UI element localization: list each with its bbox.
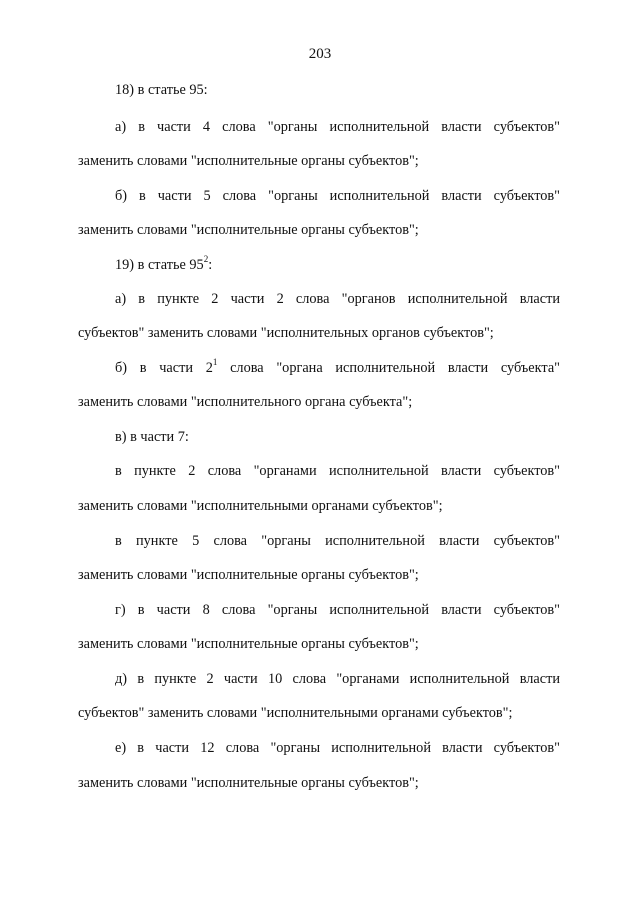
item-18a-line1: а) в части 4 слова "органы исполнительной власти субъектов" [115, 119, 560, 135]
item-18-heading: 18) в статье 95: [115, 82, 208, 98]
item-19e-line1: е) в части 12 слова "органы исполнительной власти субъектов" [115, 740, 560, 756]
item-19a-line2: субъектов" заменить словами "исполнительных органов субъектов"; [78, 325, 494, 341]
item-19g-line2: заменить словами "исполнительные органы субъектов"; [78, 636, 419, 652]
item-19b-sup: 1 [212, 357, 218, 368]
page-number: 203 [308, 46, 332, 62]
item-19v-p5-line2: заменить словами "исполнительные органы субъектов"; [78, 567, 419, 583]
item-19-heading-sup: 2 [203, 254, 209, 265]
item-18a-line2: заменить словами "исполнительные органы субъектов"; [78, 153, 419, 169]
item-19-heading-colon: : [208, 257, 213, 273]
item-19-heading [115, 256, 560, 274]
item-19g-line1: г) в части 8 слова "органы исполнительной власти субъектов" [115, 602, 560, 618]
item-19b-pre: б) в части 2 [115, 360, 213, 376]
item-19d-line1: д) в пункте 2 части 10 слова "органами исполнительной власти [115, 671, 560, 687]
item-18b-line2: заменить словами "исполнительные органы субъектов"; [78, 222, 419, 238]
item-19-heading-text: 19) в статье 95 [115, 257, 204, 273]
item-19v-p2-line2: заменить словами "исполнительными органами субъектов"; [78, 498, 443, 514]
item-19v-p5-line1: в пункте 5 слова "органы исполнительной власти субъектов" [115, 533, 560, 549]
item-19b-line2: заменить словами "исполнительного органа субъекта"; [78, 394, 413, 410]
item-19d-line2: субъектов" заменить словами "исполнительными органами субъектов"; [78, 705, 513, 721]
item-18b-line1: б) в части 5 слова "органы исполнительной власти субъектов" [115, 188, 560, 204]
item-19b-post: слова "органа исполнительной власти субъекта" [217, 360, 560, 376]
item-19b-line1 [115, 359, 560, 377]
item-19v-p2-line1: в пункте 2 слова "органами исполнительной власти субъектов" [115, 463, 560, 479]
item-19v-heading: в) в части 7: [115, 429, 189, 445]
item-19e-line2: заменить словами "исполнительные органы субъектов"; [78, 775, 419, 791]
item-19a-line1: а) в пункте 2 части 2 слова "органов исполнительной власти [115, 291, 560, 307]
